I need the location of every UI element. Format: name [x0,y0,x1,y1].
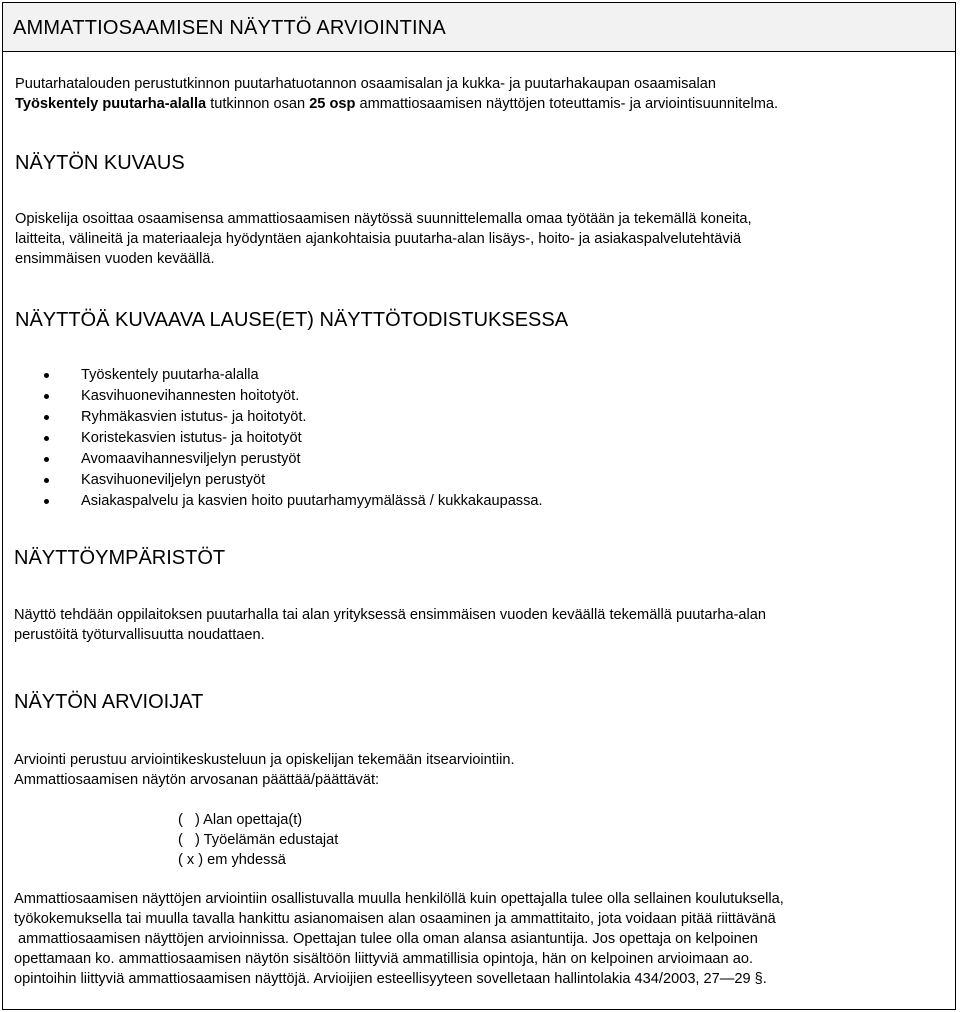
arvioijat-line: Ammattiosaamisen näytön arvosanan päättää/päättävät: [14,772,380,788]
list-item-text: Asiakaspalvelu ja kasvien hoito puutarhamyymälässä / kukkakaupassa. [81,493,543,509]
closing-paragraph [14,889,784,989]
arvioijat-paragraph [14,750,515,790]
kuvaus-line: laitteita, välineitä ja materiaaleja hyödyntäen ajankohtaisia puutarha-alan lisäys-, hoito- ja asiakaspalvelutehtäviä [15,231,742,247]
content-box [2,52,956,1010]
assessor-options [178,810,338,870]
closing-line: opettamaan ko. ammattiosaamisen näytön sisältöön liittyviä ammatillisia opintoja, hän on kelpoinen arvioimaan ao. [14,951,754,967]
closing-line: työkokemuksella tai muulla tavalla hankittu asianomaisen alan osaaminen ja ammattitaito, jota voidaan pitää riittävänä [14,911,776,927]
bullet-icon [44,457,49,462]
bullet-icon [44,394,49,399]
option-together: ( x ) em yhdessä [178,852,286,868]
intro-line-2-mid: tutkinnon osan [206,96,310,112]
list-item [44,470,543,491]
list-item-text: Avomaavihannesviljelyn perustyöt [81,451,301,467]
heading-nayton-arvioijat: NÄYTÖN ARVIOIJAT [14,691,204,713]
intro-paragraph [15,74,778,114]
list-item [44,449,543,470]
ymparistot-line: perustöitä työturvallisuutta noudattaen. [14,627,265,643]
kuvaus-line: ensimmäisen vuoden keväällä. [15,251,215,267]
list-item [44,491,543,512]
list-item-text: Työskentely puutarha-alalla [81,367,259,383]
ymparistot-paragraph [14,605,766,645]
heading-nayton-kuvaus: NÄYTÖN KUVAUS [15,152,185,174]
bullet-icon [44,415,49,420]
list-item-text: Ryhmäkasvien istutus- ja hoitotyöt. [81,409,307,425]
heading-nayttoymparistot: NÄYTTÖYMPÄRISTÖT [14,547,226,569]
bullet-icon [44,478,49,483]
lause-list [44,365,543,512]
list-item-text: Koristekasvien istutus- ja hoitotyöt [81,430,302,446]
list-item [44,386,543,407]
list-item [44,407,543,428]
list-item-text: Kasvihuoneviljelyn perustyöt [81,472,266,488]
intro-line-2 [15,94,778,114]
title-box [2,2,956,52]
ymparistot-line: Näyttö tehdään oppilaitoksen puutarhalla tai alan yrityksessä ensimmäisen vuoden keväällä tekemällä puutarha-alan [14,607,767,623]
unit-credits: 25 osp [309,96,356,112]
intro-line-1: Puutarhatalouden perustutkinnon puutarhatuotannon osaamisalan ja kukka- ja puutarhakaupan osaamisalan [15,76,716,92]
unit-name: Työskentely puutarha-alalla [15,96,207,112]
closing-line: ammattiosaamisen näyttöjen arvioinnissa. Opettajan tulee olla oman alansa asiantuntija. Jos opettaja on kelpoinen [14,931,758,947]
bullet-icon [44,499,49,504]
arvioijat-line: Arviointi perustuu arviointikeskusteluun ja opiskelijan tekemään itsearviointiin. [14,752,515,768]
closing-line: opintoihin liittyviä ammattiosaamisen näyttöjä. Arvioijien esteellisyyteen sovelletaan hallintolakia 434/2003, 27—29 §. [14,971,767,987]
list-item-text: Kasvihuonevihannesten hoitotyöt. [81,388,300,404]
bullet-icon [44,373,49,378]
option-worklife-representatives: ( ) Työelämän edustajat [178,832,339,848]
kuvaus-line: Opiskelija osoittaa osaamisensa ammattiosaamisen näytössä suunnittelemalla omaa työtään ja tekemällä koneita, [15,211,752,227]
kuvaus-paragraph [15,209,752,269]
list-item [44,428,543,449]
intro-line-2-rest: ammattiosaamisen näyttöjen toteuttamis- ja arviointisuunnitelma. [355,96,779,112]
list-item [44,365,543,386]
document-title: AMMATTIOSAAMISEN NÄYTTÖ ARVIOINTINA [13,17,446,39]
closing-line: Ammattiosaamisen näyttöjen arviointiin osallistuvalla muulla henkilöllä kuin opettajalla tulee olla sellainen koulutuksella, [14,891,784,907]
option-teacher: ( ) Alan opettaja(t) [178,812,303,828]
heading-nayttoa-kuvaava-lause: NÄYTTÖÄ KUVAAVA LAUSE(ET) NÄYTTÖTODISTUKSESSA [15,309,569,331]
bullet-icon [44,436,49,441]
